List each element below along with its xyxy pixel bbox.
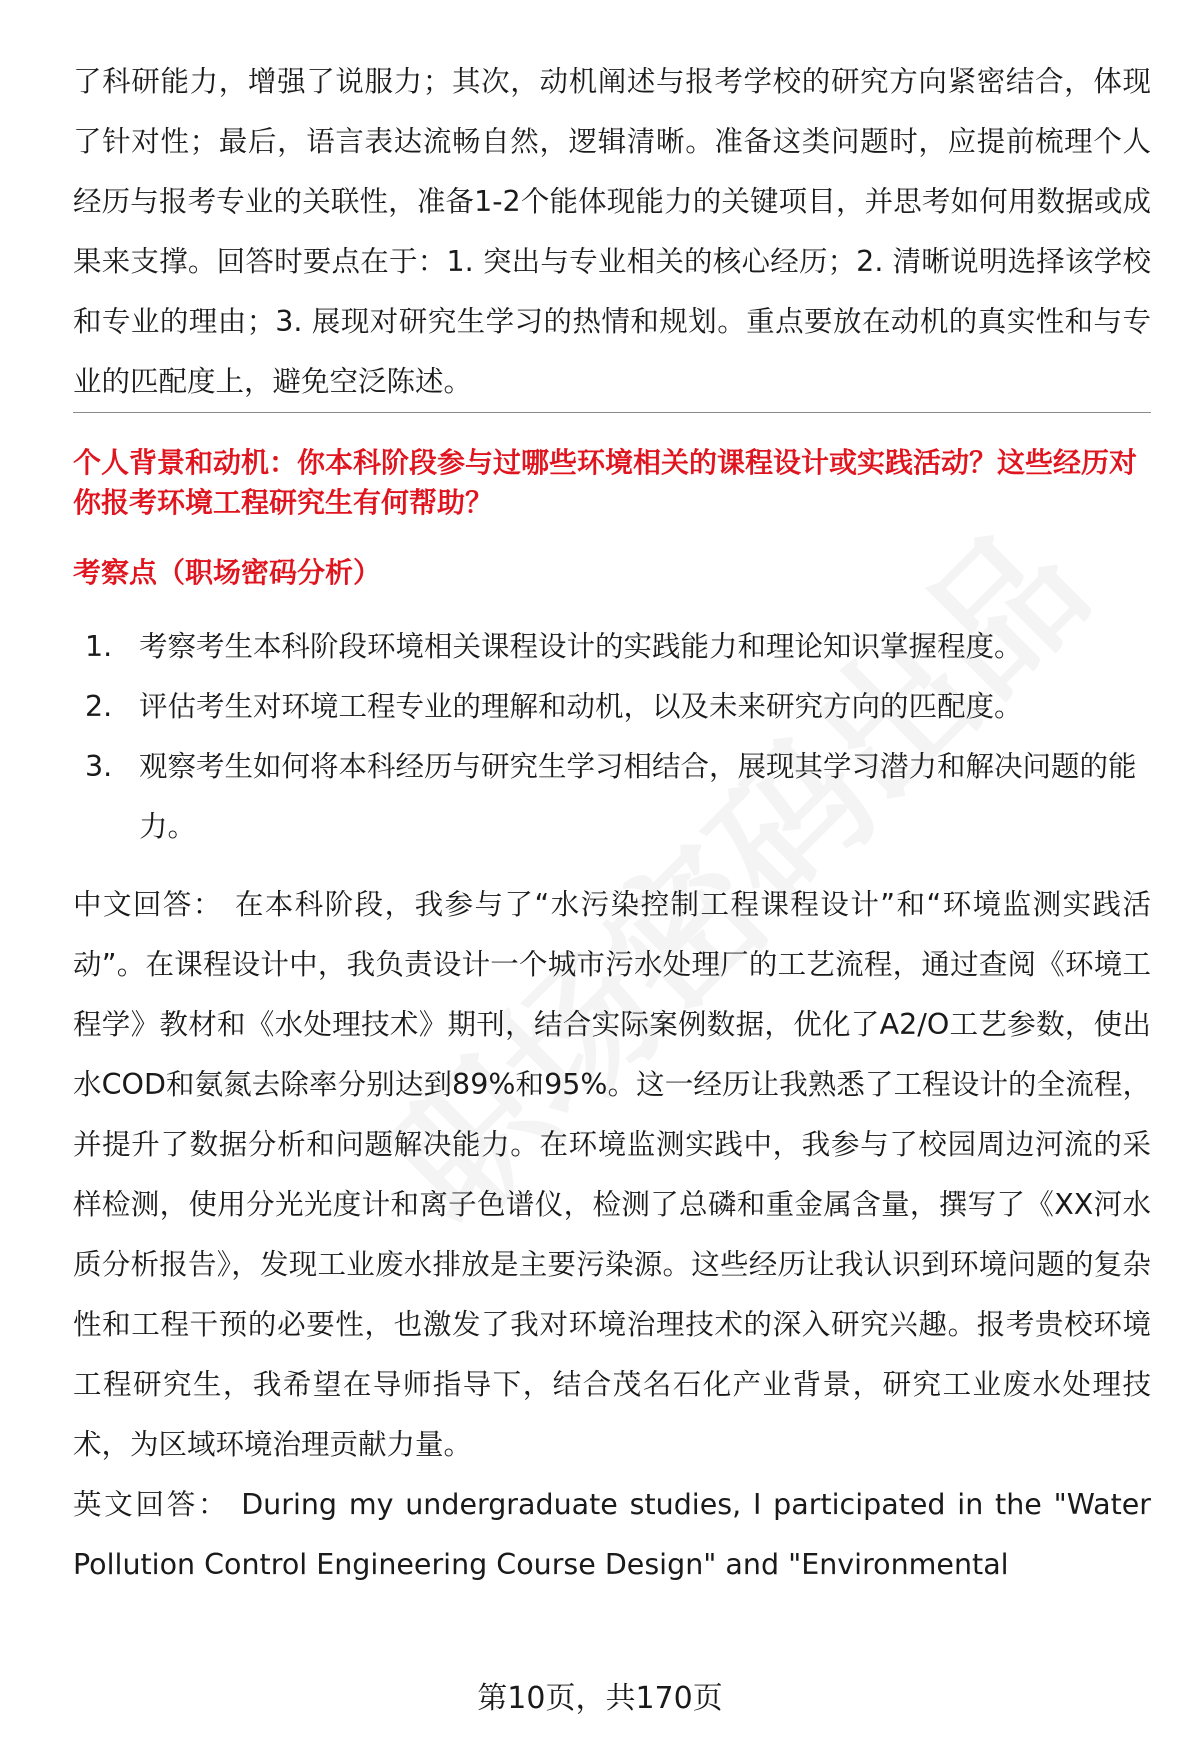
english-answer-label: 英文回答： [73, 1488, 230, 1521]
point-number: 3. [85, 750, 113, 783]
english-answer-text: During my undergraduate studies, I participated in the "Water Pollution Control Engineering Course Design" and "Environmental [73, 1488, 1151, 1581]
point-text: 评估考生对环境工程专业的理解和动机，以及未来研究方向的匹配度。 [139, 690, 1023, 723]
assessment-point [73, 617, 1151, 677]
intro-paragraph: 了科研能力，增强了说服力；其次，动机阐述与报考学校的研究方向紧密结合，体现了针对性；最后，语言表达流畅自然，逻辑清晰。准备这类问题时，应提前梳理个人经历与报考专业的关联性，准备1-2个能体现能力的关键项目，并思考如何用数据或成果来支撑。回答时要点在于：1. 突出与专业相关的核心经历；2. 清晰说明选择该学校和专业的理由；3. 展现对研究生学习的热情和规划。重点要放在动机的真实性和与专业的匹配度上，避免空泛陈述。 [73, 65, 1151, 398]
english-answer [73, 1475, 1151, 1595]
assessment-points-list [73, 617, 1151, 857]
point-number: 1. [85, 630, 113, 663]
chinese-answer-label: 中文回答： [73, 888, 223, 921]
section-divider [73, 412, 1151, 413]
question-title: 个人背景和动机：你本科阶段参与过哪些环境相关的课程设计或实践活动？这些经历对你报考环境工程研究生有何帮助？ [73, 446, 1138, 519]
point-text: 观察考生如何将本科经历与研究生学习相结合，展现其学习潜力和解决问题的能力。 [139, 750, 1137, 843]
chinese-answer-text: 在本科阶段，我参与了“水污染控制工程课程设计”和“环境监测实践活动”。在课程设计中，我负责设计一个城市污水处理厂的工艺流程，通过查阅《环境工程学》教材和《水处理技术》期刊，结合实际案例数据，优化了A2/O工艺参数，使出水COD和氨氮去除率分别达到89%和95%。这一经历让我熟悉了工程设计的全流程，并提升了数据分析和问题解决能力。在环境监测实践中，我参与了校园周边河流的采样检测，使用分光光度计和离子色谱仪，检测了总磷和重金属含量，撰写了《XX河水质分析报告》，发现工业废水排放是主要污染源。这些经历让我认识到环境问题的复杂性和工程干预的必要性，也激发了我对环境治理技术的深入研究兴趣。报考贵校环境工程研究生，我希望在导师指导下，结合茂名石化产业背景，研究工业废水处理技术，为区域环境治理贡献力量。 [73, 888, 1151, 1461]
assessment-point [73, 737, 1151, 857]
document-page [73, 52, 1151, 1595]
page-number-footer: 第10页，共170页 [477, 1681, 723, 1716]
point-number: 2. [85, 690, 113, 723]
assessment-heading: 考察点（职场密码分析） [73, 556, 382, 589]
assessment-point [73, 677, 1151, 737]
point-text: 考察考生本科阶段环境相关课程设计的实践能力和理论知识掌握程度。 [139, 630, 1023, 663]
chinese-answer [73, 875, 1151, 1475]
